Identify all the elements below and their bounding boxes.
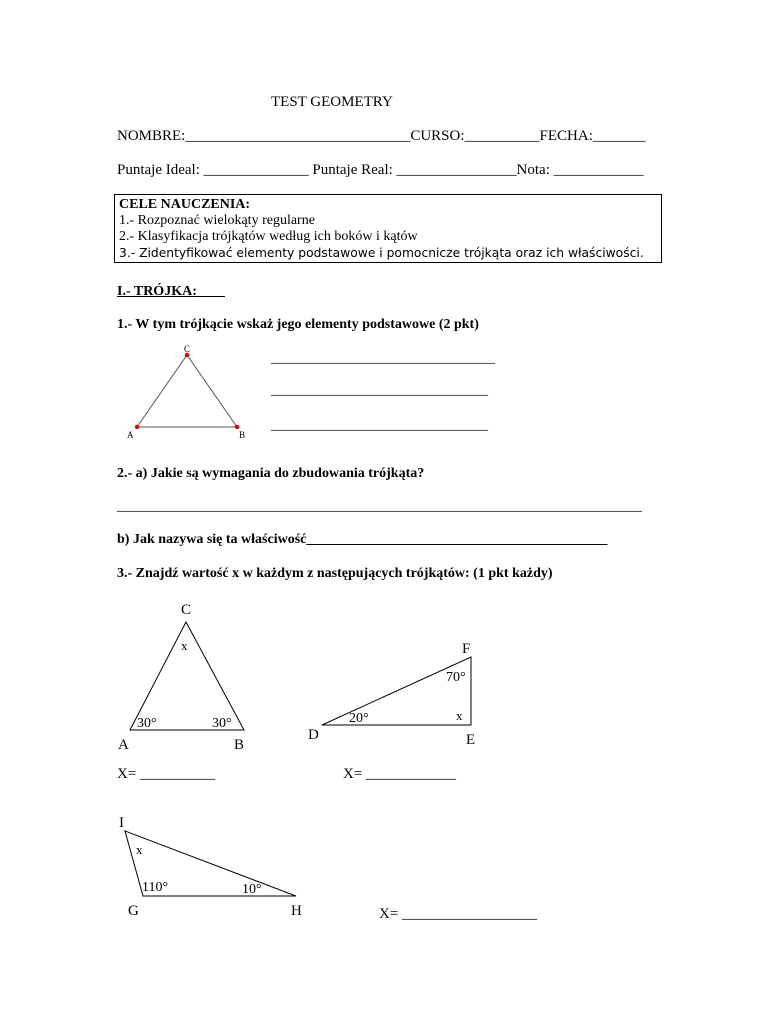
q1-answer-line: ________________________________ [271,351,495,366]
header-name-course-date: NOMBRE:______________________________CURSO:__________FECHA:_______ [117,128,646,144]
vertex-a-dot [135,425,139,429]
angle-f-label: 70° [446,670,466,685]
question-1: 1.- W tym trójkącie wskaż jego elementy podstawowe (2 pkt) [117,317,479,332]
goal-item: 3.- Zidentyfikować elementy podstawowe i pomocnicze trójkąta oraz ich właściwości. [119,246,644,260]
angle-h-label: 10° [242,882,262,897]
tri1-answer: X= __________ [117,766,216,782]
vertex-e-label: E [466,732,476,748]
vertex-b-dot [235,425,239,429]
angle-d-label: 20° [349,711,369,726]
goal-item: 2.- Klasyfikacja trójkątów według ich boków i kątów [119,229,418,244]
triangle-ghi-figure [110,808,320,920]
vertex-f-label: F [462,641,471,657]
triangle-def [322,657,471,725]
angle-g-label: 110° [142,880,169,895]
tri2-answer: X= ____________ [343,766,457,782]
vertex-c-label: C [184,344,191,354]
vertex-i-label: I [119,815,124,831]
vertex-b-label: B [234,737,245,753]
goal-item: 1.- Rozpoznać wielokąty regularne [119,213,315,228]
document-title: TEST GEOMETRY [271,94,393,110]
tri3-answer: X= __________________ [379,906,538,922]
question-2b: b) Jak nazywa się ta właściwość___________________________________________ [117,532,608,547]
q1-triangle [137,355,237,427]
angle-b-label: 30° [212,716,232,731]
triangle-def-figure [300,636,500,748]
question-2a: 2.- a) Jakie są wymagania do zbudowania trójkąta? [117,466,425,481]
header-scores: Puntaje Ideal: ______________ Puntaje Real: ________________Nota: ____________ [117,162,644,178]
q1-triangle-figure [120,340,260,445]
vertex-g-label: G [128,903,139,919]
section-heading: I.- TRÓJKA:____ [117,284,225,299]
q1-answer-line: _______________________________ [271,383,488,398]
q2a-answer-line: ___________________________________________________________________________ [117,499,642,514]
vertex-d-label: D [308,727,319,743]
q1-answer-line: _______________________________ [271,418,488,433]
angle-e-label: x [456,708,463,723]
vertex-a-label: A [127,430,134,440]
vertex-h-label: H [291,903,302,919]
vertex-b-label: B [239,430,246,440]
angle-a-label: 30° [137,716,157,731]
learning-goals-box [114,194,662,263]
vertex-c-label: C [181,602,192,618]
vertex-a-label: A [118,737,129,753]
goals-heading: CELE NAUCZENIA: [119,197,251,212]
angle-c-label: x [181,638,188,653]
question-3: 3.- Znajdź wartość x w każdym z następujących trójkątów: (1 pkt każdy) [117,566,553,581]
angle-i-label: x [136,842,143,857]
triangle-abc-figure [110,596,270,756]
